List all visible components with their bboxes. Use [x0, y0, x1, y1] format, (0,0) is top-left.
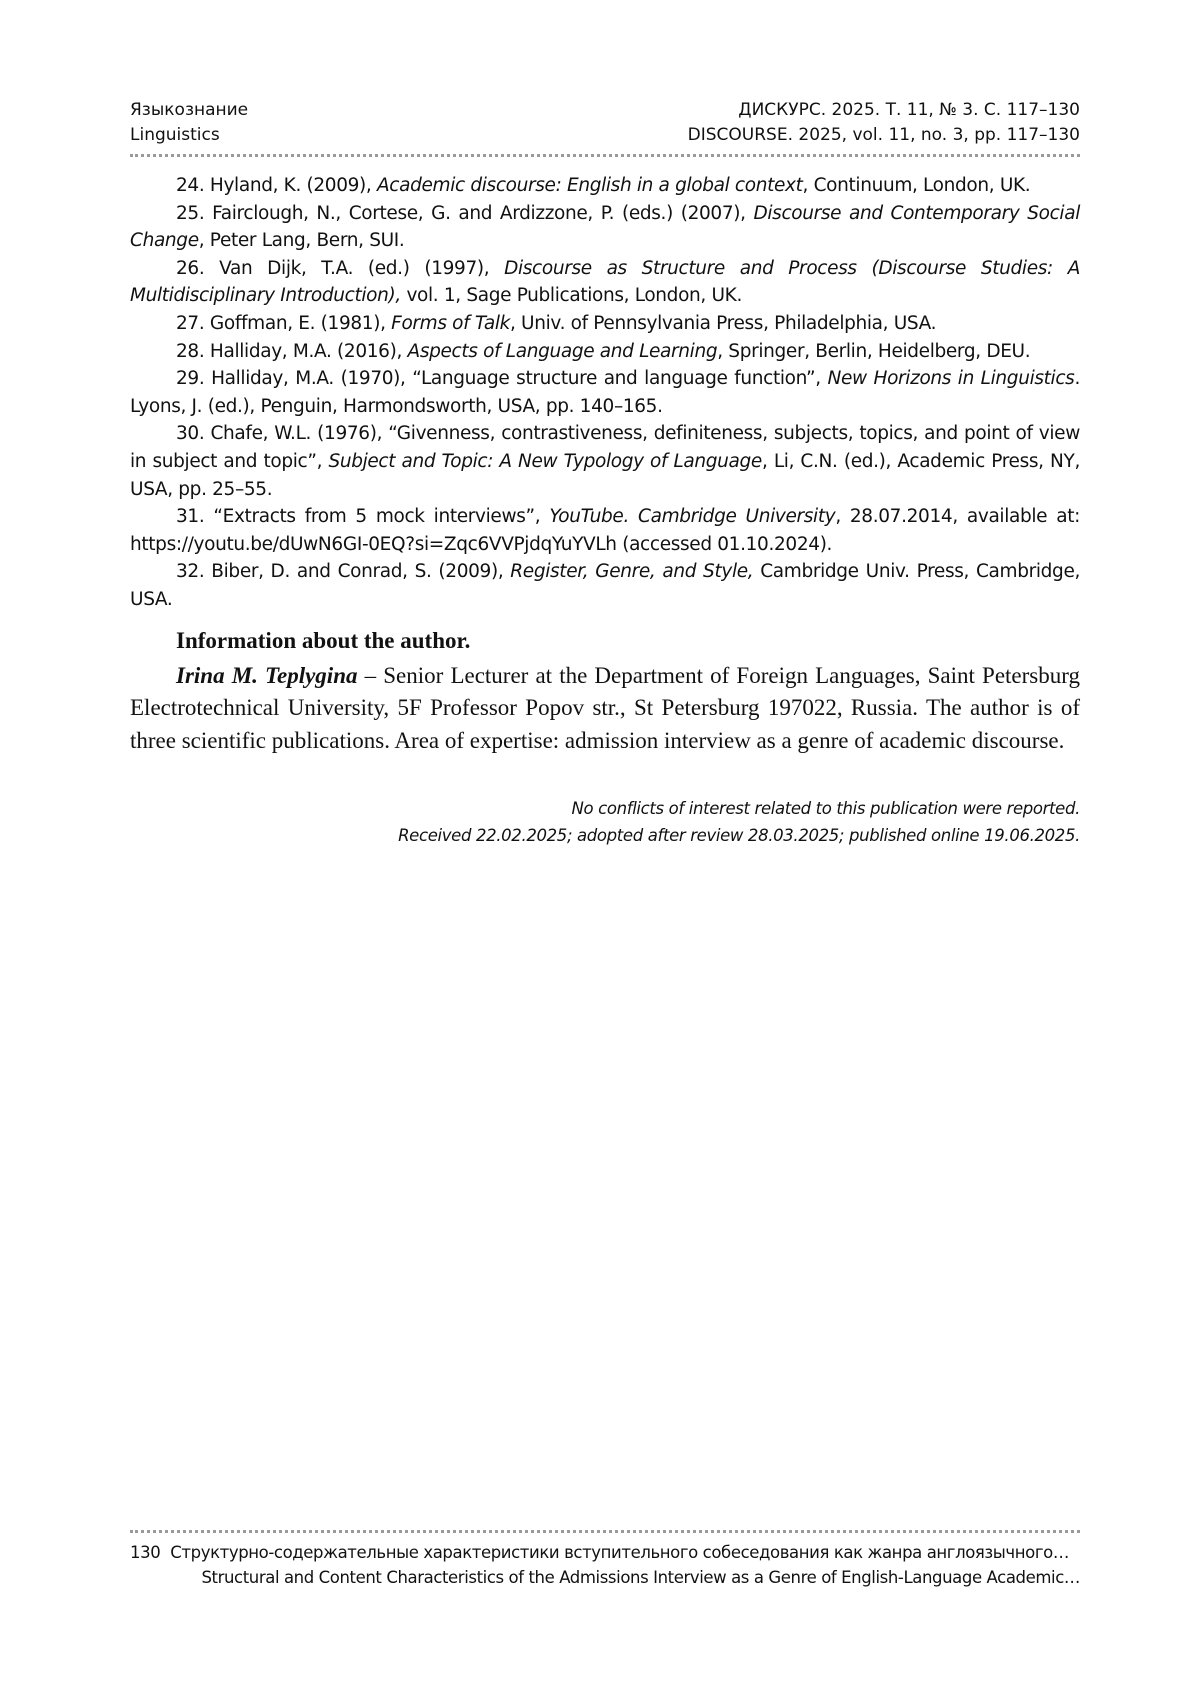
footer-line-ru	[130, 1540, 1080, 1565]
reference-publisher: . Lyons, J. (ed.), Penguin, Harmondsworth, USA, pp. 140–165.	[130, 368, 1080, 417]
section-name-ru: Языкознание	[130, 100, 249, 120]
reference-title: Discourse and Contemporary Social Change	[130, 202, 1080, 252]
reference-item	[130, 365, 1080, 420]
running-header	[130, 98, 1080, 148]
reference-publisher: , 28.07.2014, available at: https://youtu.be/dUwN6GI-0EQ?si=Zqc6VVPjdqYuYVLh (accessed 01.10.2024).	[130, 506, 1080, 555]
reference-authors: 31. “Extracts from 5 mock interviews”,	[176, 506, 550, 528]
reference-title: Aspects of Language and Learning	[407, 340, 718, 362]
reference-title: YouTube. Cambridge University	[549, 506, 836, 528]
reference-publisher: , Springer, Berlin, Heidelberg, DEU.	[717, 340, 1031, 362]
reference-authors: 24. Hyland, K. (2009),	[176, 175, 377, 196]
reference-item	[130, 503, 1080, 558]
reference-publisher: vol. 1, Sage Publications, London, UK.	[400, 285, 742, 307]
reference-item	[130, 338, 1080, 366]
publication-notes	[130, 795, 1080, 849]
reference-publisher: , Li, C.N. (ed.), Academic Press, NY, USA, pp. 25–55.	[130, 450, 1080, 500]
reference-title: Subject and Topic: A New Typology of Language	[328, 450, 762, 472]
reference-list	[130, 172, 1080, 614]
article-title-ru: Структурно-содержательные характеристики вступительного собеседования как жанра англоязычного…	[170, 1543, 1069, 1562]
reference-publisher: , Peter Lang, Bern, SUI.	[198, 230, 405, 252]
reference-authors: 26. Van Dijk, T.A. (ed.) (1997),	[176, 257, 505, 279]
conflict-of-interest-note: No conflicts of interest related to this publication were reported.	[571, 799, 1080, 818]
footer-divider	[130, 1530, 1080, 1533]
author-info-paragraph	[130, 660, 1080, 758]
reference-authors: 27. Goffman, E. (1981),	[176, 312, 392, 334]
reference-authors: 29. Halliday, M.A. (1970), “Language structure and language function”,	[176, 368, 828, 390]
header-row-ru	[130, 98, 1080, 123]
reference-authors: 30. Chafe, W.L. (1976), “Givenness, contrastiveness, definiteness, subjects, topics, and point of view in subject and topic”,	[130, 423, 1080, 472]
reference-publisher: , Continuum, London, UK.	[802, 175, 1031, 196]
reference-item	[130, 200, 1080, 255]
reference-title: Discourse as Structure and Process (Discourse Studies: A Multidisciplinary Introduction),	[130, 257, 1080, 307]
journal-citation-ru: ДИСКУРС. 2025. Т. 11, № 3. С. 117–130	[738, 100, 1080, 120]
reference-item	[130, 310, 1080, 338]
author-description: – Senior Lecturer at the Department of Foreign Languages, Saint Petersburg Electrotechnical University, 5F Professor Popov str., St Petersburg 197022, Russia. The author is of three scientific publications. Area of expertise: admission interview as a genre of academic discourse.	[130, 662, 1080, 753]
journal-citation-en: DISCOURSE. 2025, vol. 11, no. 3, pp. 117–130	[687, 125, 1080, 145]
reference-publisher: Cambridge Univ. Press, Cambridge, USA.	[130, 561, 1081, 610]
reference-title: Register, Genre, and Style,	[510, 561, 754, 583]
header-row-en	[130, 123, 1080, 148]
author-name: Irina M. Teplygina	[176, 662, 358, 688]
author-info-section	[130, 625, 1080, 757]
publication-dates: Received 22.02.2025; adopted after review 28.03.2025; published online 19.06.2025.	[398, 826, 1080, 845]
section-name-en: Linguistics	[130, 125, 220, 145]
header-divider	[130, 154, 1080, 157]
reference-publisher: , Univ. of Pennsylvania Press, Philadelphia, USA.	[509, 312, 937, 334]
journal-page	[130, 0, 1080, 1697]
reference-item	[130, 558, 1080, 613]
reference-title: New Horizons in Linguistics	[827, 368, 1075, 390]
article-title-en: Structural and Content Characteristics of the Admissions Interview as a Genre of English-Language Academic…	[201, 1568, 1080, 1587]
reference-authors: 32. Biber, D. and Conrad, S. (2009),	[176, 561, 511, 583]
reference-authors: 25. Fairclough, N., Cortese, G. and Ardizzone, P. (eds.) (2007),	[176, 202, 754, 224]
reference-title: Academic discourse: English in a global context	[377, 175, 803, 196]
reference-item	[130, 255, 1080, 310]
running-footer	[130, 1540, 1080, 1590]
author-info-heading: Information about the author.	[176, 628, 471, 653]
reference-title: Forms of Talk	[391, 312, 510, 334]
reference-item	[130, 172, 1080, 200]
reference-authors: 28. Halliday, M.A. (2016),	[176, 340, 408, 362]
page-number: 130	[130, 1543, 161, 1562]
reference-item	[130, 420, 1080, 503]
